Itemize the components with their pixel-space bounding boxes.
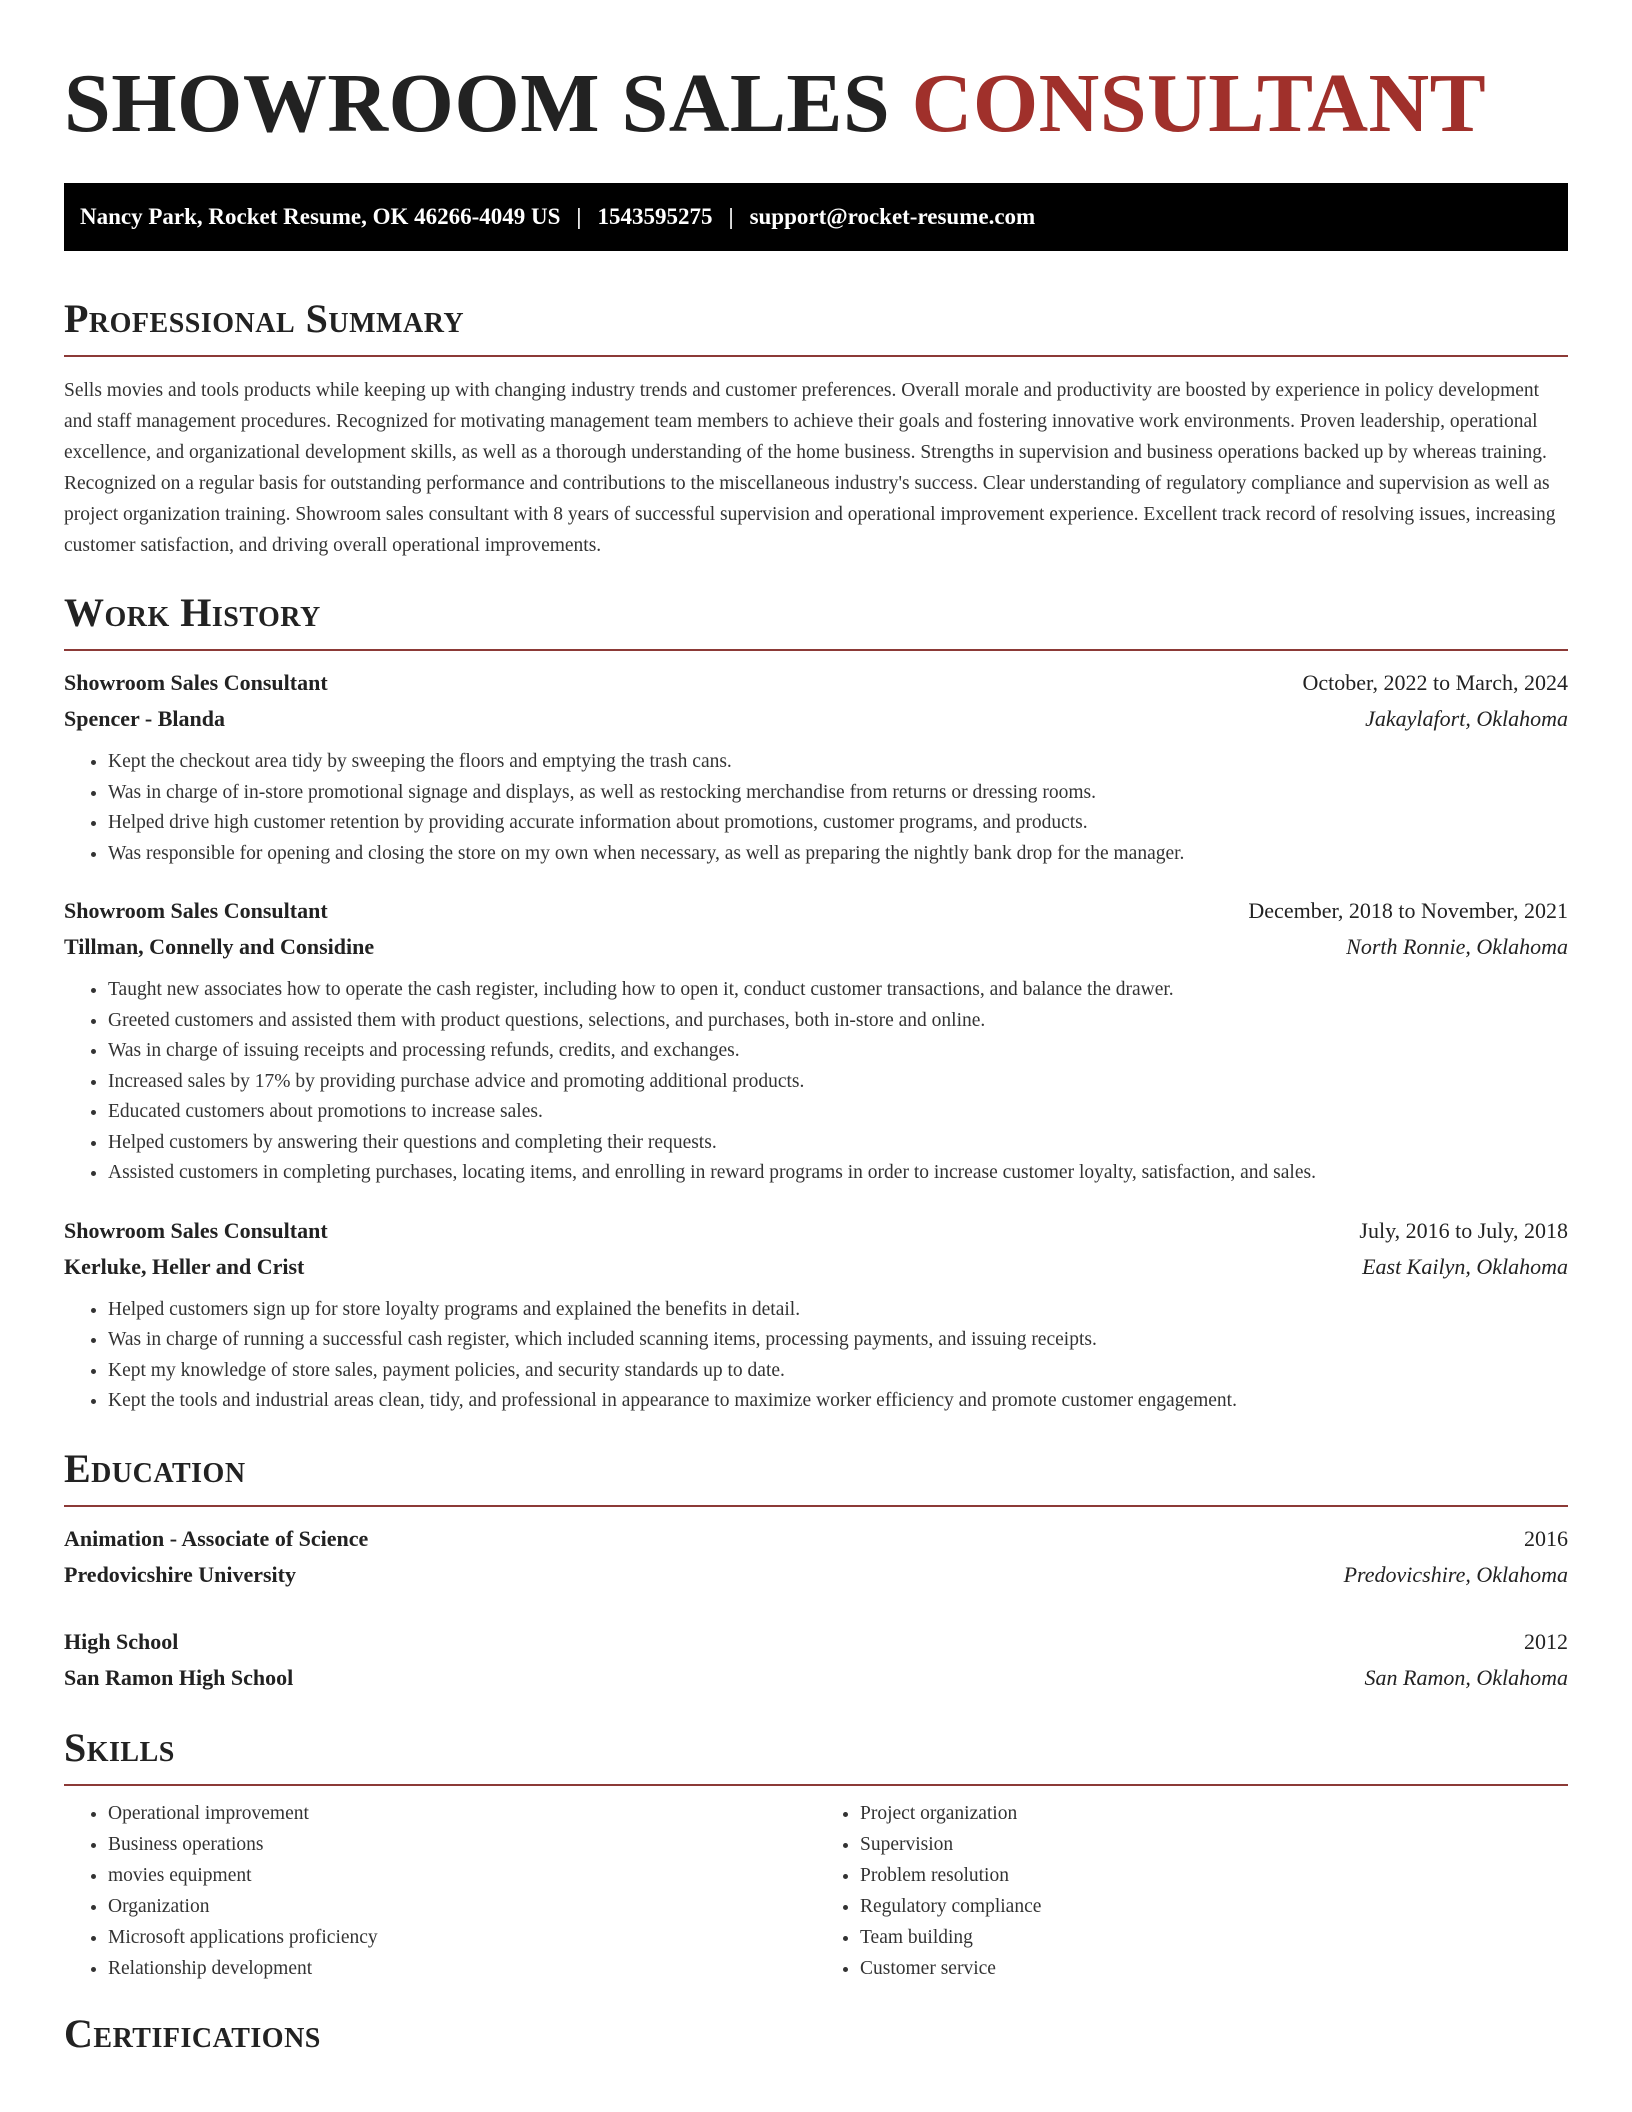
- education-school: San Ramon High School: [64, 1664, 294, 1690]
- job-dates: July, 2016 to July, 2018: [1359, 1217, 1568, 1243]
- job-location: Jakaylafort, Oklahoma: [1365, 706, 1568, 731]
- list-item: • Kept my knowledge of store sales, payment policies, and security standards up to date.: [108, 1356, 1568, 1387]
- job-title: Showroom Sales Consultant: [64, 670, 328, 695]
- summary-text: Sells movies and tools products while keeping up with changing industry trends and customer preferences. Overall morale and productivity are boosted by experience in policy development and staff management procedures. Recognized for motivating management team members to achieve their goals and fostering innovative work environments. Proven leadership, operational excellence, and organizational development skills, as well as a thorough understanding of the home business. Strengths in supervision and business operations backed up by whereas training. Recognized on a regular basis for outstanding performance and contributions to the miscellaneous industry's success. Clear understanding of regulatory compliance and supervision as well as project organization training. Showroom sales consultant with 8 years of successful supervision and operational improvement experience. Excellent track record of resolving issues, increasing customer satisfaction, and driving overall operational improvements.: [64, 380, 1556, 556]
- list-item: • Business operations: [108, 1829, 816, 1860]
- list-item: • Was in charge of in-store promotional signage and displays, as well as restocking merchandise from returns or dressing rooms.: [108, 778, 1568, 809]
- section-heading-summary: Professional Summary: [64, 295, 1568, 357]
- job-location: East Kailyn, Oklahoma: [1362, 1253, 1568, 1279]
- skills-list-left: [64, 1798, 816, 1984]
- list-item: • Was in charge of issuing receipts and processing refunds, credits, and exchanges.: [108, 1036, 1568, 1067]
- job-dates: December, 2018 to November, 2021: [1248, 898, 1568, 923]
- list-item: • movies equipment: [108, 1860, 816, 1891]
- job-bullets: [64, 747, 1568, 869]
- job-company: Spencer - Blanda: [64, 706, 225, 731]
- list-item: • Was in charge of running a successful cash register, which included scanning items, processing payments, and issuing receipts.: [108, 1325, 1568, 1356]
- section-heading-education: Education: [64, 1445, 1568, 1507]
- list-item: • Operational improvement: [108, 1798, 816, 1829]
- list-item: • Organization: [108, 1891, 816, 1922]
- job-bullets: [64, 1295, 1568, 1417]
- job-company: Kerluke, Heller and Crist: [64, 1253, 305, 1279]
- title-main: SHOWROOM SALES: [64, 57, 891, 150]
- list-item: • Microsoft applications proficiency: [108, 1922, 816, 1953]
- job-entry: [64, 665, 1568, 869]
- list-item: • Project organization: [860, 1798, 1568, 1829]
- work-history-section: [64, 589, 1568, 1417]
- list-item: • Was responsible for opening and closing the store on my own when necessary, as well as preparing the nightly bank drop for the manager.: [108, 839, 1568, 870]
- contact-separator: |: [576, 204, 582, 229]
- list-item: • Helped customers by answering their questions and completing their requests.: [108, 1128, 1568, 1159]
- job-title: Showroom Sales Consultant: [64, 1217, 328, 1243]
- skills-columns: [64, 1798, 1568, 1984]
- list-item: • Helped drive high customer retention by providing accurate information about promotions, customer programs, and products.: [108, 808, 1568, 839]
- resume-title: [64, 0, 1568, 150]
- education-year: 2016: [1524, 1525, 1568, 1551]
- list-item: • Kept the checkout area tidy by sweeping the floors and emptying the trash cans.: [108, 747, 1568, 778]
- certifications-section: [64, 2010, 1568, 2070]
- title-accent: CONSULTANT: [911, 57, 1487, 150]
- list-item: • Helped customers sign up for store loyalty programs and explained the benefits in detail.: [108, 1295, 1568, 1326]
- list-item: • Greeted customers and assisted them with product questions, selections, and purchases, both in-store and online.: [108, 1006, 1568, 1037]
- skills-list-right: [816, 1798, 1568, 1984]
- section-heading-skills: Skills: [64, 1724, 1568, 1786]
- education-location: Predovicshire, Oklahoma: [1343, 1561, 1568, 1587]
- job-bullets: [64, 975, 1568, 1189]
- list-item: • Educated customers about promotions to increase sales.: [108, 1097, 1568, 1128]
- section-heading-work-history: Work History: [64, 589, 1568, 651]
- education-degree: High School: [64, 1628, 179, 1654]
- education-section: [64, 1445, 1568, 1696]
- job-entry: [64, 1213, 1568, 1417]
- contact-bar: [64, 183, 1568, 251]
- job-location: North Ronnie, Oklahoma: [1346, 934, 1568, 959]
- list-item: • Taught new associates how to operate the cash register, including how to open it, conduct customer transactions, and balance the drawer.: [108, 975, 1568, 1006]
- education-degree: Animation - Associate of Science: [64, 1525, 369, 1551]
- contact-separator: |: [728, 204, 734, 229]
- contact-email: support@rocket-resume.com: [749, 204, 1036, 229]
- education-year: 2012: [1524, 1628, 1568, 1654]
- contact-phone: 1543595275: [597, 204, 713, 229]
- list-item: • Assisted customers in completing purchases, locating items, and enrolling in reward programs in order to increase customer loyalty, satisfaction, and sales.: [108, 1158, 1568, 1189]
- list-item: • Customer service: [860, 1953, 1568, 1984]
- education-location: San Ramon, Oklahoma: [1364, 1664, 1568, 1690]
- education-school: Predovicshire University: [64, 1561, 296, 1587]
- job-entry: [64, 893, 1568, 1189]
- list-item: • Regulatory compliance: [860, 1891, 1568, 1922]
- contact-address: Nancy Park, Rocket Resume, OK 46266-4049 US: [80, 204, 561, 229]
- list-item: • Increased sales by 17% by providing purchase advice and promoting additional products.: [108, 1067, 1568, 1098]
- skills-section: [64, 1724, 1568, 1984]
- list-item: • Relationship development: [108, 1953, 816, 1984]
- list-item: • Problem resolution: [860, 1860, 1568, 1891]
- section-heading-certifications: Certifications: [64, 2010, 321, 2056]
- list-item: • Team building: [860, 1922, 1568, 1953]
- summary-section: [64, 295, 1568, 561]
- education-entry: [64, 1624, 1568, 1696]
- job-company: Tillman, Connelly and Considine: [64, 934, 375, 959]
- list-item: • Kept the tools and industrial areas clean, tidy, and professional in appearance to maximize worker efficiency and promote customer engagement.: [108, 1386, 1568, 1417]
- job-dates: October, 2022 to March, 2024: [1302, 670, 1568, 695]
- education-entry: [64, 1521, 1568, 1593]
- job-title: Showroom Sales Consultant: [64, 898, 328, 923]
- list-item: • Supervision: [860, 1829, 1568, 1860]
